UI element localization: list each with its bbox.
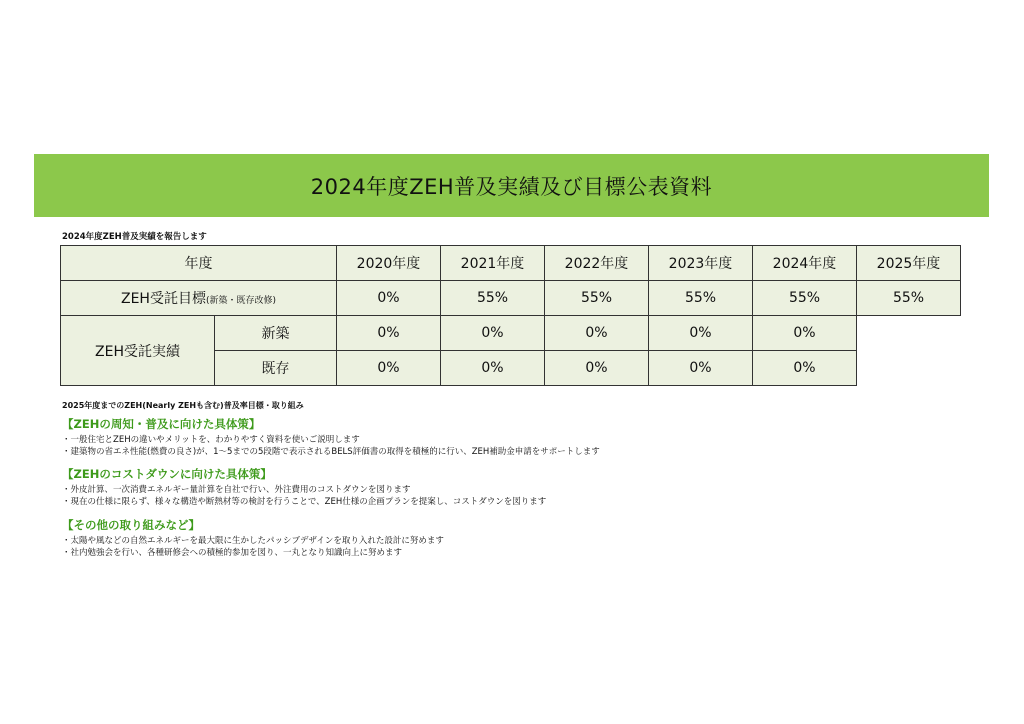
existing-label: 既存 [215,351,337,386]
table-row-header [61,246,961,281]
target-value: 55% [441,281,545,316]
section-line: ・建築物の省エネ性能(燃費の良さ)が、1〜5までの5段階で表示されるBELS評価書の取得を積極的に行い、ZEH補助金申請をサポートします [62,447,600,457]
section-line: ・現在の仕様に限らず、様々な構造や断熱材等の検討を行うことで、ZEH仕様の企画プランを提案し、コストダウンを図ります [62,497,547,507]
header-year-label: 年度 [61,246,337,281]
report-note: 2024年度ZEH普及実績を報告します [62,232,207,242]
new-value: 0% [545,316,649,351]
new-value: 0% [337,316,441,351]
existing-value: 0% [649,351,753,386]
section-line: ・社内勉強会を行い、各種研修会への積極的参加を図り、一丸となり知識向上に努めます [62,548,403,558]
section-title: 【ZEHの周知・普及に向けた具体策】 [62,417,261,431]
section-line: ・外皮計算、一次消費エネルギー量計算を自社で行い、外注費用のコストダウンを図ります [62,485,411,495]
section-cost-down [62,466,546,508]
existing-value: 0% [753,351,857,386]
year-header: 2025年度 [857,246,961,281]
title-banner [34,154,989,217]
new-value: 0% [753,316,857,351]
page-title: 2024年度ZEH普及実績及び目標公表資料 [310,174,713,199]
section-other [62,517,444,559]
target-note: (新築・既存改修) [205,296,276,306]
year-header: 2022年度 [545,246,649,281]
existing-value: 0% [545,351,649,386]
zeh-table [60,245,961,386]
empty-cell [857,316,961,351]
target-value: 55% [649,281,753,316]
target-value: 55% [545,281,649,316]
new-value: 0% [441,316,545,351]
target-value: 0% [337,281,441,316]
empty-cell [857,351,961,386]
section-line: ・太陽や風などの自然エネルギーを最大限に生かしたパッシブデザインを取り入れた設計に努めます [62,536,444,546]
section-title: 【その他の取り組みなど】 [62,518,200,532]
existing-value: 0% [337,351,441,386]
section-awareness [62,416,600,458]
year-header: 2024年度 [753,246,857,281]
table-row-new [61,316,961,351]
target-value: 55% [753,281,857,316]
new-value: 0% [649,316,753,351]
year-header: 2020年度 [337,246,441,281]
actual-label: ZEH受託実績 [61,316,215,386]
section-line: ・一般住宅とZEHの違いやメリットを、わかりやすく資料を使いご説明します [62,435,360,445]
year-header: 2023年度 [649,246,753,281]
policy-heading: 2025年度までのZEH(Nearly ZEHも含む)普及率目標・取り組み [62,401,304,410]
year-header: 2021年度 [441,246,545,281]
target-label-cell [61,281,337,316]
table-row-target [61,281,961,316]
existing-value: 0% [441,351,545,386]
target-value: 55% [857,281,961,316]
new-label: 新築 [215,316,337,351]
section-title: 【ZEHのコストダウンに向けた具体策】 [62,467,272,481]
target-label: ZEH受託目標 [121,291,206,307]
